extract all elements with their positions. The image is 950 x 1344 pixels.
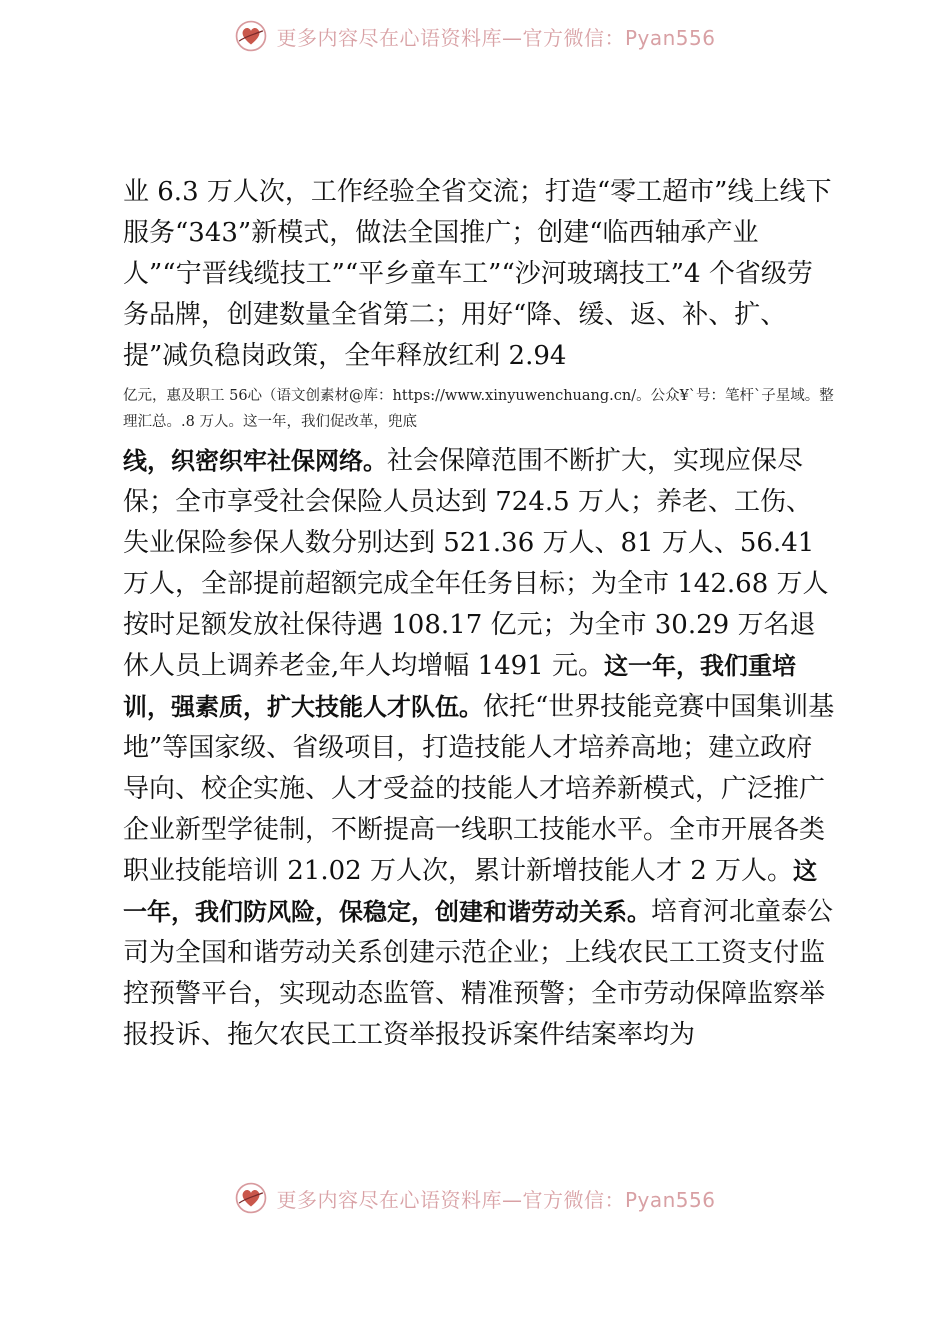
heart-logo-icon	[234, 1181, 268, 1215]
heart-logo-icon	[234, 19, 268, 53]
body-text: 培育河北童泰公司为全国和谐劳动关系创建示范企业；上线农民工工资支付监控预警平台，实现动态监管、精准预警；全市劳动保障监察举报投诉、拖欠农民工工资举报投诉案件结案率均为	[123, 897, 834, 1050]
paragraph	[123, 441, 837, 1056]
paragraph: 业 6.3 万人次，工作经验全省交流；打造“零工超市”线上线下服务“343”新模式，做法全国推广；创建“临西轴承产业人”“宁晋线缆技工”“平乡童车工”“沙河玻璃技工”4 个省级劳务品牌，创建数量全省第二；用好“降、缓、返、补、扩、提”减负稳岗政策，全年释放红利 2.94	[123, 177, 832, 371]
document-body	[123, 172, 837, 1056]
body-text: 依托“世界技能竞赛中国集训基地”等国家级、省级项目，打造技能人才培养高地；建立政府导向、校企实施、人才受益的技能人才培养新模式，广泛推广企业新型学徒制，不断提高一线职工技能水平。全市开展各类职业技能培训 21.02 万人次，累计新增技能人才 2 万人。	[123, 692, 835, 886]
watermark-text: 更多内容尽在心语资料库—官方微信：Pyan556	[276, 1187, 716, 1212]
watermark-text: 更多内容尽在心语资料库—官方微信：Pyan556	[276, 25, 716, 50]
bold-heading: 这一年，我们防风险，保稳定，创建和谐劳动关系。	[123, 857, 818, 926]
body-text: 社会保障范围不断扩大，实现应保尽保；全市享受社会保险人员达到 724.5 万人；养老、工伤、失业保险参保人数分别达到 521.36 万人、81 万人、56.41 万人，全部提前超额完成全年任务目标；为全市 142.68 万人按时足额发放社保待遇 108.17 亿元；为全市 30.29 万名退休人员上调养老金,年人均增幅 1491 元。	[123, 446, 829, 681]
footer-watermark	[0, 1178, 950, 1218]
bold-heading: 这一年，我们重培训，强素质，扩大技能人才队伍。	[123, 652, 796, 721]
header-watermark	[0, 16, 950, 56]
note-line: 亿元，惠及职工 56心（语文创素材@库：https://www.xinyuwenchuang.cn/。公众¥`号：笔杆`子星域。整理汇总。.8 万人。这一年，我们促改革，兜底	[123, 388, 834, 430]
bold-heading: 线，织密织牢社保网络。	[123, 447, 387, 475]
